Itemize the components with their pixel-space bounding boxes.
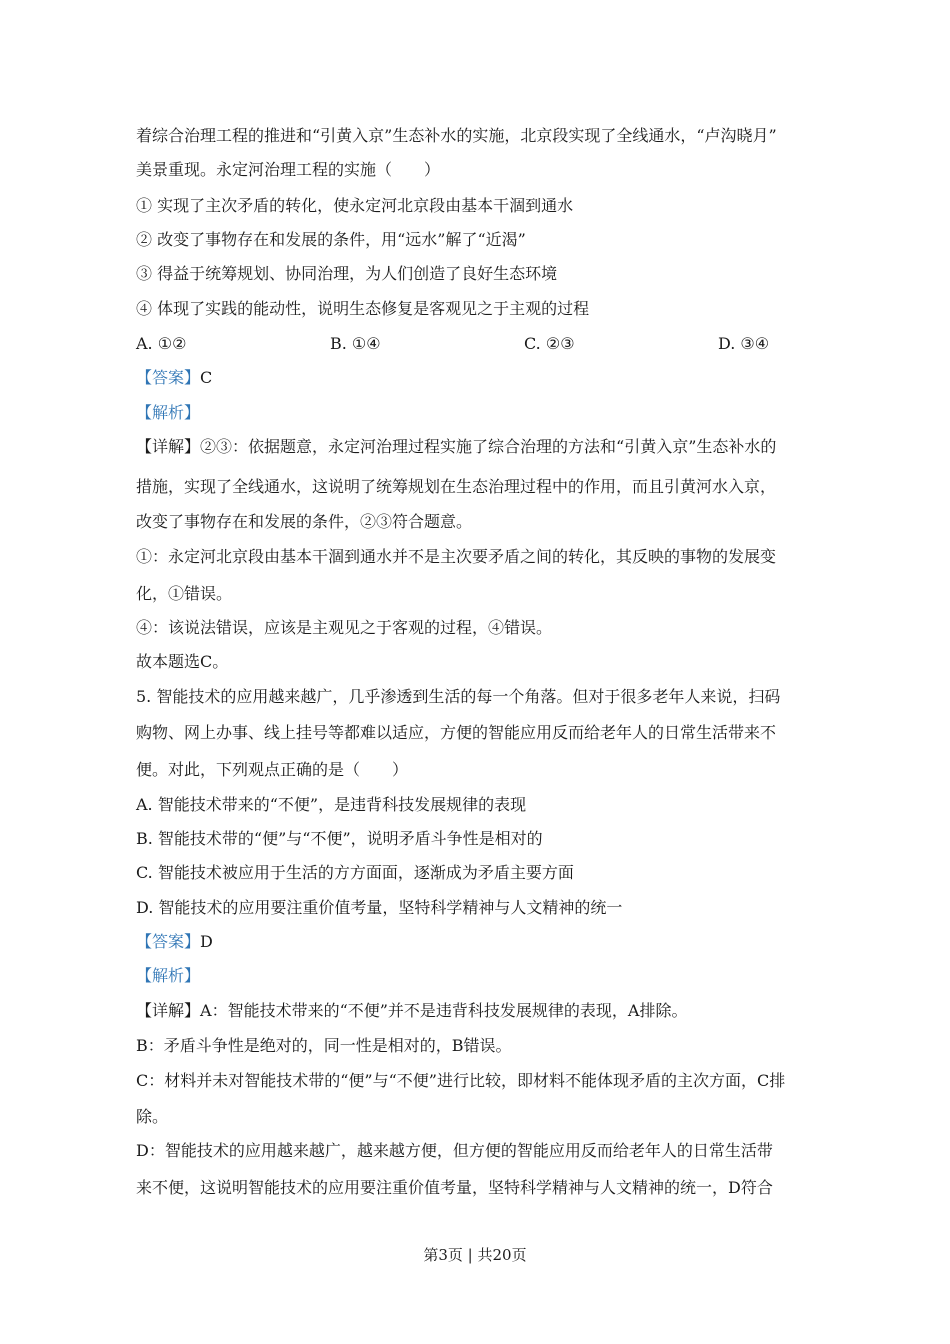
question-5-detail-line: 来不便，这说明智能技术的应用要注重价值考量，坚特科学精神与人文精神的统一，D符合 <box>136 1178 773 1197</box>
question-5-option-c: C. 智能技术被应用于生活的方方面面，逐渐成为矛盾主要方面 <box>136 863 574 882</box>
analysis-tag: 【解析】 <box>136 966 201 985</box>
question-4-detail-line: 改变了事物存在和发展的条件，②③符合题意。 <box>136 512 473 531</box>
question-5-detail-line: C：材料并未对智能技术带的“便”与“不便”进行比较，即材料不能体现矛盾的主次方面，C排 <box>136 1071 786 1090</box>
question-4-item: ④ 体现了实践的能动性，说明生态修复是客观见之于主观的过程 <box>136 299 590 318</box>
question-4-detail-line: 化，①错误。 <box>136 584 233 603</box>
page-footer: 第3页 | 共20页 <box>423 1246 527 1264</box>
question-4-detail-line: 故本题选C。 <box>136 652 229 671</box>
detail-tag: 【详解】 <box>136 1001 201 1020</box>
question-4-option-a: A. ①② <box>136 334 187 353</box>
question-5-option-b: B. 智能技术带的“便”与“不便”，说明矛盾斗争性是相对的 <box>136 829 543 848</box>
answer-value: D <box>200 932 213 951</box>
question-5-option-d: D. 智能技术的应用要注重价值考量，坚特科学精神与人文精神的统一 <box>136 898 623 917</box>
question-5-detail-line: D：智能技术的应用越来越广，越来越方便，但方便的智能应用反而给老年人的日常生活带 <box>136 1141 773 1160</box>
answer-value: C <box>200 368 213 387</box>
question-4-option-c: C. ②③ <box>524 334 575 353</box>
answer-tag: 【答案】 <box>136 932 201 951</box>
question-4-stem-line: 着综合治理工程的推进和“引黄入京”生态补水的实施，北京段实现了全线通水，“卢沟晓月” <box>136 126 777 145</box>
question-5-analysis <box>136 966 826 986</box>
question-5-detail-line: B：矛盾斗争性是绝对的，同一性是相对的，B错误。 <box>136 1036 512 1055</box>
question-4-analysis <box>136 403 826 423</box>
answer-tag: 【答案】 <box>136 368 201 387</box>
question-4-detail-line: 措施，实现了全线通水，这说明了统筹规划在生态治理过程中的作用，而且引黄河水入京， <box>136 477 777 496</box>
question-5-option-a: A. 智能技术带来的“不便”，是违背科技发展规律的表现 <box>136 795 527 814</box>
question-4-item: ② 改变了事物存在和发展的条件，用“远水”解了“近渴” <box>136 230 526 249</box>
detail-text: ②③：依据题意，永定河治理过程实施了综合治理的方法和“引黄入京”生态补水的 <box>200 437 777 456</box>
question-5-detail-line: 除。 <box>136 1107 169 1126</box>
question-5-stem-line: 购物、网上办事、线上挂号等都难以适应，方便的智能应用反而给老年人的日常生活带来不 <box>136 723 777 742</box>
question-4-item: ① 实现了主次矛盾的转化，使永定河北京段由基本干涸到通水 <box>136 196 574 215</box>
analysis-tag: 【解析】 <box>136 403 201 422</box>
question-5-answer <box>136 932 826 952</box>
question-4-detail-line: ④：该说法错误，应该是主观见之于客观的过程，④错误。 <box>136 618 553 637</box>
question-4-option-b: B. ①④ <box>330 334 381 353</box>
question-4-detail-line: ①：永定河北京段由基本干涸到通水并不是主次要矛盾之间的转化，其反映的事物的发展变 <box>136 547 777 566</box>
question-4-detail-line <box>136 437 826 457</box>
question-5-stem-line: 便。对此，下列观点正确的是（ ） <box>136 760 409 779</box>
question-4-option-d: D. ③④ <box>718 334 770 353</box>
question-4-stem-line: 美景重现。永定河治理工程的实施（ ） <box>136 160 441 179</box>
question-5-stem-line: 5. 智能技术的应用越来越广，几乎渗透到生活的每一个角落。但对于很多老年人来说，扫码 <box>136 687 781 706</box>
detail-text: A：智能技术带来的“不便”并不是违背科技发展规律的表现，A排除。 <box>200 1001 688 1020</box>
question-4-item: ③ 得益于统筹规划、协同治理，为人们创造了良好生态环境 <box>136 264 558 283</box>
detail-tag: 【详解】 <box>136 437 201 456</box>
question-4-answer <box>136 368 826 388</box>
question-5-detail-line <box>136 1001 826 1021</box>
